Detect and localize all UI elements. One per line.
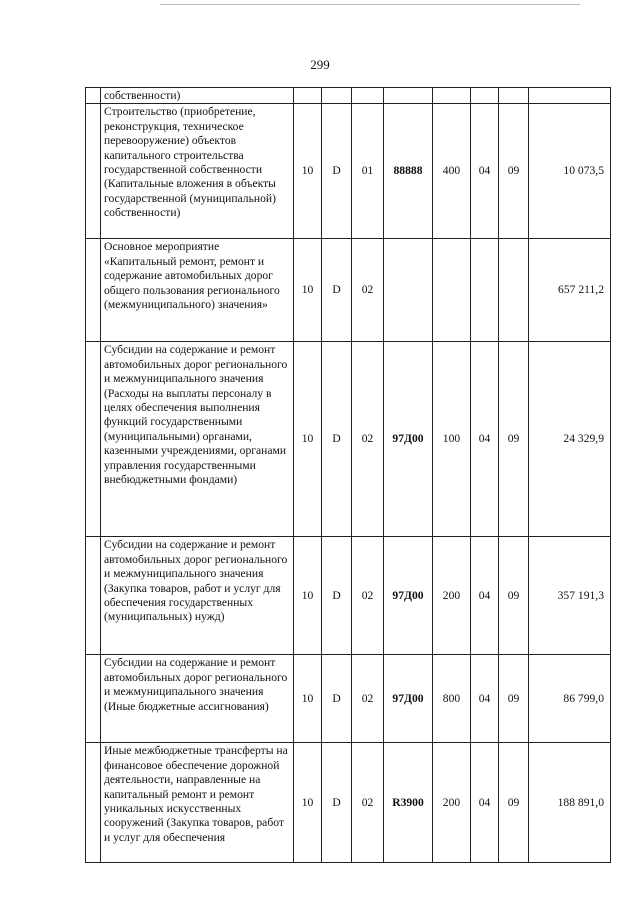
expense-type-cell: 100: [433, 342, 471, 537]
table-row: [86, 88, 611, 104]
budget-table-body: [86, 88, 611, 863]
subsection-cell: [499, 239, 529, 342]
code-3-cell: 02: [352, 342, 384, 537]
amount-cell: 24 329,9: [529, 342, 611, 537]
table-row: [86, 655, 611, 743]
expense-type-cell: 200: [433, 743, 471, 863]
amount-cell: 10 073,5: [529, 104, 611, 239]
code-1-cell: 10: [294, 743, 322, 863]
budget-table: [85, 87, 611, 863]
code-2-cell: D: [322, 655, 352, 743]
row-margin-cell: [86, 342, 101, 537]
scan-top-rule: [160, 4, 580, 5]
code-3-cell: 01: [352, 104, 384, 239]
subsection-cell: 09: [499, 743, 529, 863]
program-code-cell: 97Д00: [384, 342, 433, 537]
description-cell: Иные межбюджетные трансферты на финансовое обеспечение дорожной деятельности, направленные на капитальный ремонт и ремонт уникальных искусственных сооружений (Закупка товаров, работ и услуг для обеспечения: [101, 743, 294, 863]
program-code-cell: 88888: [384, 104, 433, 239]
program-code-cell: 97Д00: [384, 655, 433, 743]
description-cell: Строительство (приобретение, реконструкция, техническое перевооружение) объектов капитального строительства государственной собственности (Капитальные вложения в объекты государственной (муниципальной) собственности): [101, 104, 294, 239]
code-2-cell: D: [322, 537, 352, 655]
code-1-cell: 10: [294, 239, 322, 342]
code-2-cell: [322, 88, 352, 104]
program-code-cell: 97Д00: [384, 537, 433, 655]
amount-cell: 357 191,3: [529, 537, 611, 655]
table-row: [86, 537, 611, 655]
expense-type-cell: [433, 88, 471, 104]
row-margin-cell: [86, 537, 101, 655]
amount-cell: 86 799,0: [529, 655, 611, 743]
program-code-cell: R3900: [384, 743, 433, 863]
code-2-cell: D: [322, 104, 352, 239]
subsection-cell: 09: [499, 537, 529, 655]
section-cell: 04: [471, 104, 499, 239]
amount-cell: [529, 88, 611, 104]
code-3-cell: [352, 88, 384, 104]
subsection-cell: [499, 88, 529, 104]
code-1-cell: 10: [294, 342, 322, 537]
section-cell: 04: [471, 655, 499, 743]
subsection-cell: 09: [499, 342, 529, 537]
section-cell: [471, 239, 499, 342]
subsection-cell: 09: [499, 104, 529, 239]
row-margin-cell: [86, 655, 101, 743]
code-2-cell: D: [322, 239, 352, 342]
subsection-cell: 09: [499, 655, 529, 743]
table-row: [86, 239, 611, 342]
row-margin-cell: [86, 239, 101, 342]
code-3-cell: 02: [352, 743, 384, 863]
table-row: [86, 104, 611, 239]
code-2-cell: D: [322, 342, 352, 537]
description-cell: Субсидии на содержание и ремонт автомобильных дорог регионального и межмуниципального значения (Закупка товаров, работ и услуг для обеспечения государственных (муниципальных) нужд): [101, 537, 294, 655]
section-cell: 04: [471, 743, 499, 863]
code-3-cell: 02: [352, 537, 384, 655]
code-2-cell: D: [322, 743, 352, 863]
page-number: 299: [310, 57, 330, 72]
code-1-cell: [294, 88, 322, 104]
code-1-cell: 10: [294, 104, 322, 239]
code-3-cell: 02: [352, 239, 384, 342]
code-1-cell: 10: [294, 655, 322, 743]
code-3-cell: 02: [352, 655, 384, 743]
table-row: [86, 342, 611, 537]
table-row: [86, 743, 611, 863]
section-cell: 04: [471, 342, 499, 537]
program-code-cell: [384, 239, 433, 342]
amount-cell: 657 211,2: [529, 239, 611, 342]
row-margin-cell: [86, 88, 101, 104]
expense-type-cell: 800: [433, 655, 471, 743]
expense-type-cell: 200: [433, 537, 471, 655]
description-cell: Субсидии на содержание и ремонт автомобильных дорог регионального и межмуниципального значения (Иные бюджетные ассигнования): [101, 655, 294, 743]
row-margin-cell: [86, 743, 101, 863]
code-1-cell: 10: [294, 537, 322, 655]
row-margin-cell: [86, 104, 101, 239]
description-cell: собственности): [101, 88, 294, 104]
program-code-cell: [384, 88, 433, 104]
expense-type-cell: [433, 239, 471, 342]
section-cell: [471, 88, 499, 104]
section-cell: 04: [471, 537, 499, 655]
description-cell: Основное мероприятие «Капитальный ремонт, ремонт и содержание автомобильных дорог общего пользования регионального (межмуниципального) значения»: [101, 239, 294, 342]
expense-type-cell: 400: [433, 104, 471, 239]
description-cell: Субсидии на содержание и ремонт автомобильных дорог регионального и межмуниципального значения (Расходы на выплаты персоналу в целях обеспечения выполнения функций государственными (муниципальными) органами, казенными учреждениями, органами управления государственными внебюджетными фондами): [101, 342, 294, 537]
amount-cell: 188 891,0: [529, 743, 611, 863]
